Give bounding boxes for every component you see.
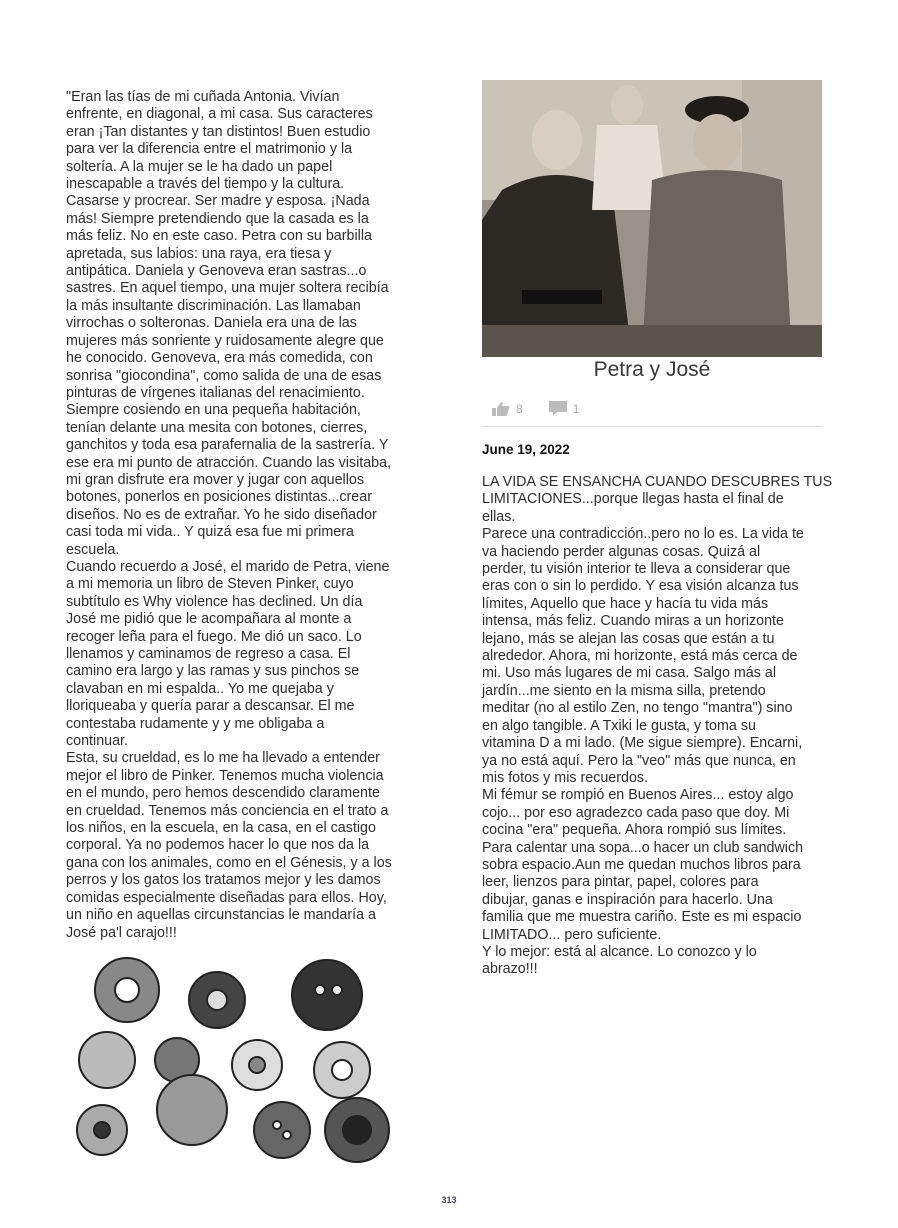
text-line: mi gran disfrute era mover y jugar con aquellos (66, 471, 364, 488)
text-line: Casarse y procrear. Ser madre y esposa. ¡Nada (66, 193, 370, 210)
text-line: escuela. (66, 541, 120, 558)
text-line: ellas. (482, 508, 516, 525)
text-line: cocina "era" pequeña. Ahora rompió sus límites. (482, 822, 787, 839)
text-line: meditar (no al estilo Zen, no tengo "mantra") sino (482, 700, 793, 717)
text-line: para ver la diferencia entre el matrimonio y la (66, 141, 353, 158)
text-line: LIMITADO... pero suficiente. (482, 926, 662, 943)
button-graphics (77, 958, 389, 1162)
text-line: lejano, más se alejan las cosas que están a tu (482, 630, 775, 647)
text-line: Cuando recuerdo a José, el marido de Petra, viene (66, 558, 390, 575)
text-line: mi. Uso más lugares de mi casa. Salgo más al (482, 665, 776, 682)
text-line: vitamina D a mi lado. (Me sigue siempre). Encarni, (482, 735, 803, 752)
text-line: dibujar, ganas e inspiración para hacerlo. Una (482, 891, 773, 908)
text-line: botones, ponerlos en posiciones distintas...crear (66, 489, 372, 506)
text-line: límites, Aquello que hace y hacía tu vida más (482, 595, 769, 612)
text-line: corporal. Ya no podemos hacer lo que nos da la (66, 837, 370, 854)
text-line: un niño en aquellas circunstancias le mandaría a (66, 907, 376, 924)
text-line: leer, lienzos para pintar, papel, colores para (482, 874, 759, 891)
text-line: Esta, su crueldad, es lo me ha llevado a entender (66, 750, 380, 767)
text-line: más! Siempre pretendiendo que la casada es la (66, 210, 369, 227)
text-line: Siempre cosiendo en una pequeña habitación, (66, 402, 361, 419)
text-line: José pa'l carajo!!! (66, 924, 177, 941)
text-line: mujeres más sonriente y ruidosamente alegre que (66, 332, 384, 349)
text-line: contestaba rudamente y y me obligaba a (66, 715, 325, 732)
text-line: Parece una contradicción..pero no lo es. La vida te (482, 526, 804, 543)
text-line: en algo tangible. A Txiki le gusta, y toma su (482, 717, 756, 734)
text-line: continuar. (66, 733, 128, 750)
text-line: eras con o sin lo perdido. Y esa visión alcanza tus (482, 578, 799, 595)
text-line: apretada, sus labios: una raya, era tiesa y (66, 245, 332, 262)
text-line: Mi fémur se rompió en Buenos Aires... estoy algo (482, 787, 794, 804)
text-line: camino era largo y las ramas y sus pinchos se (66, 663, 360, 680)
text-line: recoger leña para el fuego. Me dió un saco. Lo (66, 628, 362, 645)
text-line: perder, tu visión interior te lleva a considerar que (482, 561, 791, 578)
text-line: virrochas o solteronas. Daniela era una de las (66, 315, 357, 332)
text-line: "Eran las tías de mi cuñada Antonia. Vivían (66, 89, 340, 105)
photo-caption: Petra y José (593, 358, 711, 381)
text-line: intensa, más feliz. Cuando miras a un horizonte (482, 613, 784, 630)
comment-icon[interactable] (549, 401, 567, 416)
text-line: he conocido. Genoveva, era más comedida, con (66, 350, 373, 367)
text-line: en el mundo, pero hemos descendido claramente (66, 785, 380, 802)
thumbs-up-icon[interactable] (492, 402, 510, 416)
text-line: tenían delante una mesita con botones, cierres, (66, 419, 368, 436)
text-line: Para calentar una sopa...o hacer un club sandwich (482, 839, 804, 856)
text-line: va haciendo perder algunas cosas. Quizá al (482, 543, 761, 560)
social-bar (492, 401, 579, 416)
like-count: 8 (516, 401, 523, 416)
text-line: en crueldad. Tenemos más conciencia en el trato a (66, 802, 389, 819)
post-body-text (482, 474, 832, 979)
text-line: familia que me muestra cariño. Este es mi espacio (482, 909, 802, 926)
text-line: cojo... por eso agradezco cada paso que doy. Mi (482, 804, 790, 821)
text-line: ya no está aquí. Pero la "veo" más que nunca, en (482, 752, 796, 769)
text-line: perros y los gatos los tratamos mejor y les damos (66, 872, 381, 889)
buttons-snaps-illustration (72, 955, 402, 1167)
text-line: lloriqueaba y quería parar a descansar. El me (66, 698, 355, 715)
text-line: pinturas de vírgenes italianas del renacimiento. (66, 384, 365, 401)
text-line: sastres. En aquel tiempo, una mujer soltera recibía (66, 280, 389, 297)
text-line: casi toda mi vida.. Y quizá esa fue mi primera (66, 524, 354, 541)
text-line: José me pidió que le acompañara al monte a (66, 611, 352, 628)
text-line: sobra espacio.Aun me quedan muchos libros para (482, 856, 801, 873)
comment-count: 1 (572, 401, 580, 416)
page-number: 313 (441, 1195, 457, 1205)
text-line: antipática. Daniela y Genoveva eran sastras...o (66, 263, 367, 280)
text-line: mis fotos y mis recuerdos. (482, 769, 649, 786)
text-line: subtítulo es Why violence has declined. Un día (66, 593, 363, 610)
text-line: enfrente, en diagonal, a mi casa. Sus caracteres (66, 106, 373, 123)
text-line: los niños, en la escuela, en la casa, en el castigo (66, 820, 376, 837)
text-line: alrededor. Ahora, mi horizonte, está más cerca de (482, 648, 798, 665)
text-line: ganchitos y toda esa parafernalia de la sastrería. Y (66, 437, 389, 454)
divider (482, 426, 822, 427)
text-line: clavaban en mi espalda.. Yo me quejaba y (66, 680, 334, 697)
text-line: jardín...me siento en la misma silla, pretendo (482, 682, 766, 699)
text-line: más feliz. No en este caso. Petra con su barbilla (66, 228, 372, 245)
left-column-text (66, 89, 392, 942)
text-line: soltería. A la mujer se le ha dado un papel (66, 158, 333, 175)
text-line: inescapable a través del tiempo y la cultura. (66, 176, 345, 193)
text-line: eran ¡Tan distantes y tan distintos! Buen estudio (66, 123, 371, 140)
text-line: LA VIDA SE ENSANCHA CUANDO DESCUBRES TUS (482, 474, 833, 490)
text-line: mejor el libro de Pinker. Tenemos mucha violencia (66, 767, 384, 784)
text-line: Y lo mejor: está al alcance. Lo conozco y lo (482, 943, 757, 960)
text-line: LIMITACIONES...porque llegas hasta el final de (482, 491, 784, 508)
text-line: la más insultante discriminación. Las llamaban (66, 297, 361, 314)
text-line: gana con los animales, como en el Génesis, y a los (66, 854, 392, 871)
text-line: a mi memoria un libro de Steven Pinker, cuyo (66, 576, 354, 593)
post-date: June 19, 2022 (482, 442, 570, 457)
text-line: llenamos y caminamos de regreso a casa. El (66, 646, 351, 662)
text-line: abrazo!!! (482, 961, 538, 978)
text-line: diseños. No es de extrañar. Yo he sido diseñador (66, 506, 377, 523)
text-line: ese era mi punto de atracción. Cuando las visitaba, (66, 454, 392, 471)
text-line: comidas especialmente diseñadas para ellos. Hoy, (66, 889, 387, 906)
text-line: sonrisa "giocondina", como salida de una de esas (66, 367, 382, 384)
petra-jose-photo (482, 80, 822, 357)
